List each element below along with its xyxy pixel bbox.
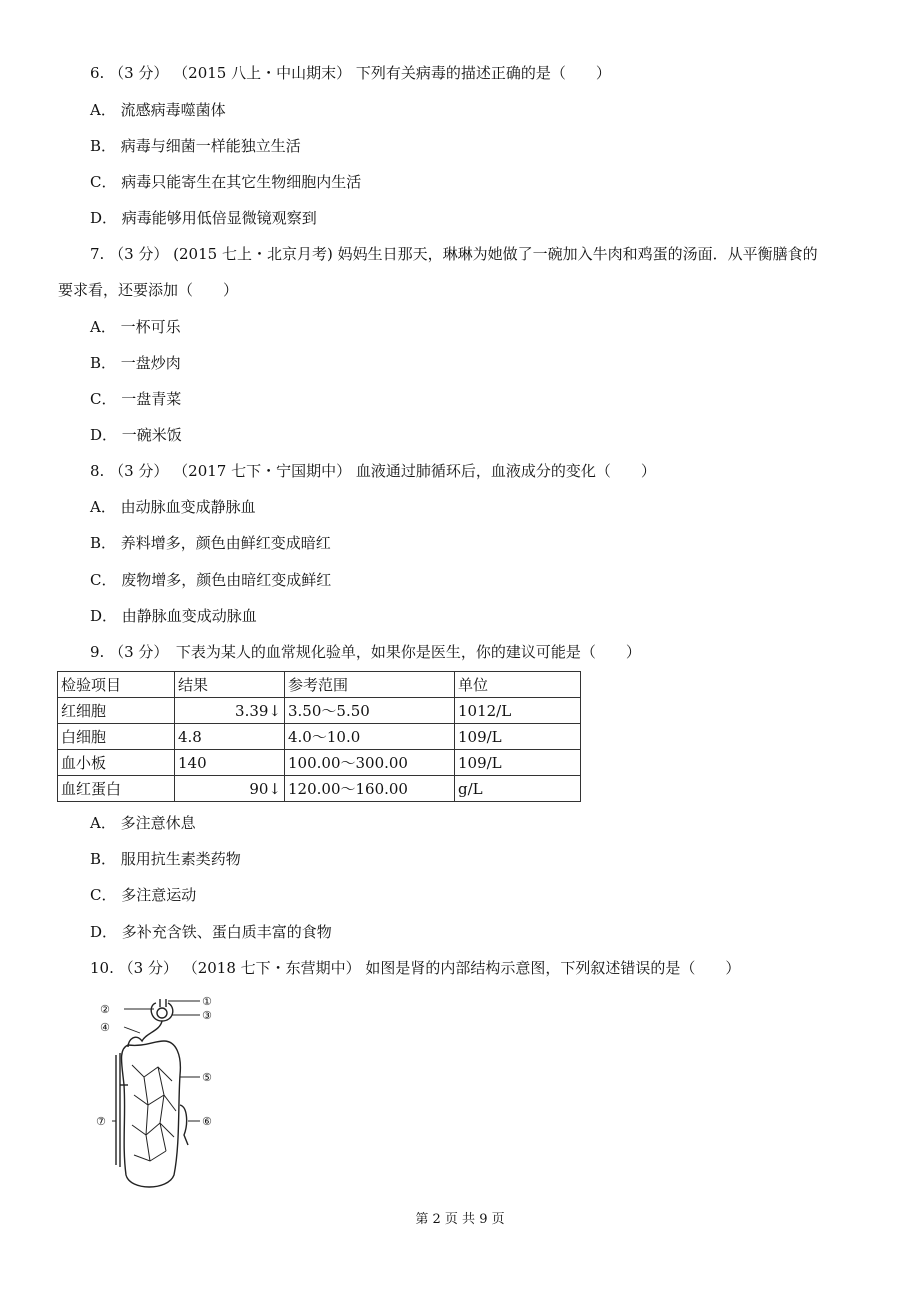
table-row	[58, 724, 581, 750]
table-header-cell: 参考范围	[285, 672, 455, 698]
diagram-label-5: ⑤	[202, 1071, 212, 1084]
table-header-cell: 单位	[455, 672, 581, 698]
question-7-stem-continued: 要求看，还要添加（ ）	[58, 281, 239, 299]
table-cell: 3.50～5.50	[285, 698, 455, 724]
table-header-cell: 检验项目	[58, 672, 175, 698]
diagram-label-4: ④	[100, 1021, 110, 1034]
table-cell: 100.00～300.00	[285, 750, 455, 776]
question-7-option-a[interactable]: A． 一杯可乐	[90, 318, 181, 336]
question-10-stem: 10. （3 分） （2018 七下・东营期中） 如图是肾的内部结构示意图，下列叙述错误的是（ ）	[90, 959, 741, 977]
question-8-option-c[interactable]: C． 废物增多，颜色由暗红变成鲜红	[90, 571, 332, 589]
kidney-body-shape	[122, 1041, 181, 1187]
vessel-6-shape	[180, 1105, 188, 1145]
question-7-option-c[interactable]: C． 一盘青菜	[90, 390, 182, 408]
question-6-option-d[interactable]: D． 病毒能够用低倍显微镜观察到	[90, 209, 317, 227]
question-8-option-d[interactable]: D． 由静脉血变成动脉血	[90, 607, 257, 625]
question-6-stem: 6. （3 分） （2015 八上・中山期末） 下列有关病毒的描述正确的是（ ）	[90, 64, 611, 82]
question-6-option-a[interactable]: A． 流感病毒噬菌体	[90, 101, 226, 119]
collecting-duct-lines	[116, 1053, 120, 1167]
glomerulus-shape	[157, 1008, 167, 1018]
table-cell: 109/L	[455, 724, 581, 750]
question-6-option-b[interactable]: B． 病毒与细菌一样能独立生活	[90, 137, 301, 155]
arteriole-lines	[160, 999, 166, 1007]
table-cell: 白细胞	[58, 724, 175, 750]
question-7-stem: 7. （3 分） (2015 七上・北京月考) 妈妈生日那天，琳琳为她做了一碗加入牛肉和鸡蛋的汤面．从平衡膳食的	[90, 245, 818, 263]
question-9-option-a[interactable]: A． 多注意休息	[90, 814, 196, 832]
question-8-option-a[interactable]: A． 由动脉血变成静脉血	[90, 498, 256, 516]
page-footer: 第 2 页 共 9 页	[415, 1212, 505, 1227]
diagram-label-6: ⑥	[202, 1115, 212, 1128]
table-row	[58, 776, 581, 802]
kidney-structure-diagram	[88, 995, 228, 1195]
table-cell: 血红蛋白	[58, 776, 175, 802]
table-cell: 红细胞	[58, 698, 175, 724]
question-7-option-d[interactable]: D． 一碗米饭	[90, 426, 182, 444]
question-6-option-c[interactable]: C． 病毒只能寄生在其它生物细胞内生活	[90, 173, 362, 191]
diagram-label-3: ③	[202, 1009, 212, 1022]
question-9-stem: 9. （3 分） 下表为某人的血常规化验单，如果你是医生，你的建议可能是（ ）	[90, 643, 641, 661]
table-cell: 1012/L	[455, 698, 581, 724]
table-cell: g/L	[455, 776, 581, 802]
question-9-option-d[interactable]: D． 多补充含铁、蛋白质丰富的食物	[90, 923, 332, 941]
table-cell: 120.00～160.00	[285, 776, 455, 802]
diagram-label-1: ①	[202, 995, 212, 1008]
table-cell: 3.39↓	[175, 698, 285, 724]
table-header-row	[58, 672, 581, 698]
table-cell: 血小板	[58, 750, 175, 776]
question-8-option-b[interactable]: B． 养料增多，颜色由鲜红变成暗红	[90, 534, 331, 552]
tubule-shape	[128, 1021, 162, 1047]
table-header-cell: 结果	[175, 672, 285, 698]
diagram-label-7: ⑦	[96, 1115, 106, 1128]
network-lines	[132, 1065, 176, 1161]
table-cell: 4.8	[175, 724, 285, 750]
table-row	[58, 698, 581, 724]
table-cell: 90↓	[175, 776, 285, 802]
table-cell: 140	[175, 750, 285, 776]
question-8-stem: 8. （3 分） （2017 七下・宁国期中） 血液通过肺循环后，血液成分的变化（ ）	[90, 462, 656, 480]
table-cell: 109/L	[455, 750, 581, 776]
question-9-option-b[interactable]: B． 服用抗生素类药物	[90, 850, 241, 868]
table-cell: 4.0～10.0	[285, 724, 455, 750]
blood-test-table	[57, 671, 581, 802]
diagram-label-2: ②	[100, 1003, 110, 1016]
question-7-option-b[interactable]: B． 一盘炒肉	[90, 354, 181, 372]
question-9-option-c[interactable]: C． 多注意运动	[90, 886, 197, 904]
table-row	[58, 750, 581, 776]
